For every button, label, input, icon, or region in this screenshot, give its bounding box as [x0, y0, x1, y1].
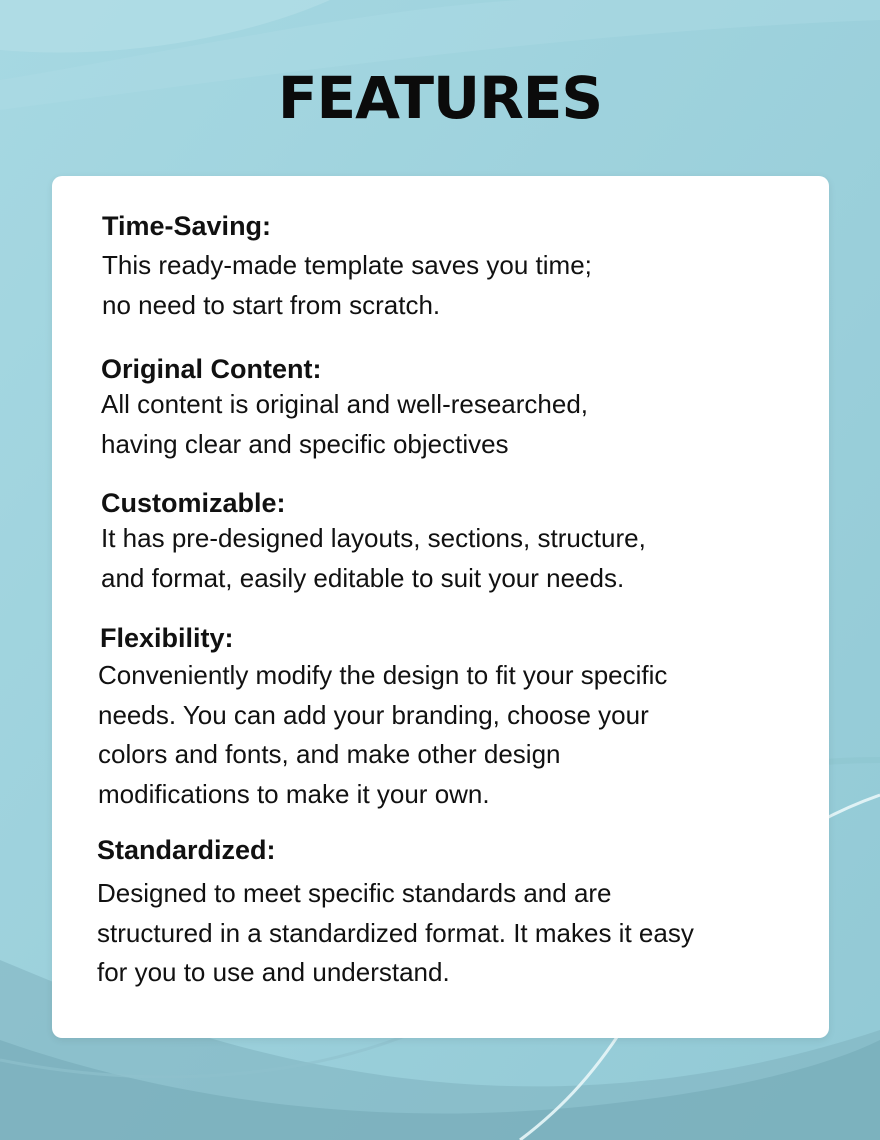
- feature-original-content: [101, 353, 588, 464]
- feature-description: This ready-made template saves you time; no need to start from scratch.: [102, 250, 592, 320]
- feature-description: It has pre-designed layouts, sections, structure, and format, easily editable to suit your needs.: [101, 523, 646, 593]
- page-title: FEATURES: [277, 64, 603, 132]
- feature-flexibility: [98, 622, 667, 814]
- feature-heading: Original Content:: [101, 354, 322, 384]
- features-card: [52, 176, 829, 1038]
- feature-heading: Flexibility:: [100, 623, 234, 653]
- feature-time-saving: [102, 210, 592, 325]
- feature-description: Conveniently modify the design to fit your specific needs. You can add your branding, choose your colors and fonts, and make other design modifications to make it your own.: [98, 660, 668, 809]
- feature-heading: Customizable:: [101, 488, 286, 518]
- feature-standardized: [97, 834, 694, 993]
- feature-description: All content is original and well-researched, having clear and specific objectives: [101, 389, 589, 459]
- feature-customizable: [101, 487, 646, 598]
- feature-heading: Standardized:: [97, 835, 276, 865]
- feature-heading: Time-Saving:: [102, 211, 272, 241]
- feature-description: Designed to meet specific standards and are structured in a standardized format. It makes it easy for you to use and understand.: [97, 878, 694, 987]
